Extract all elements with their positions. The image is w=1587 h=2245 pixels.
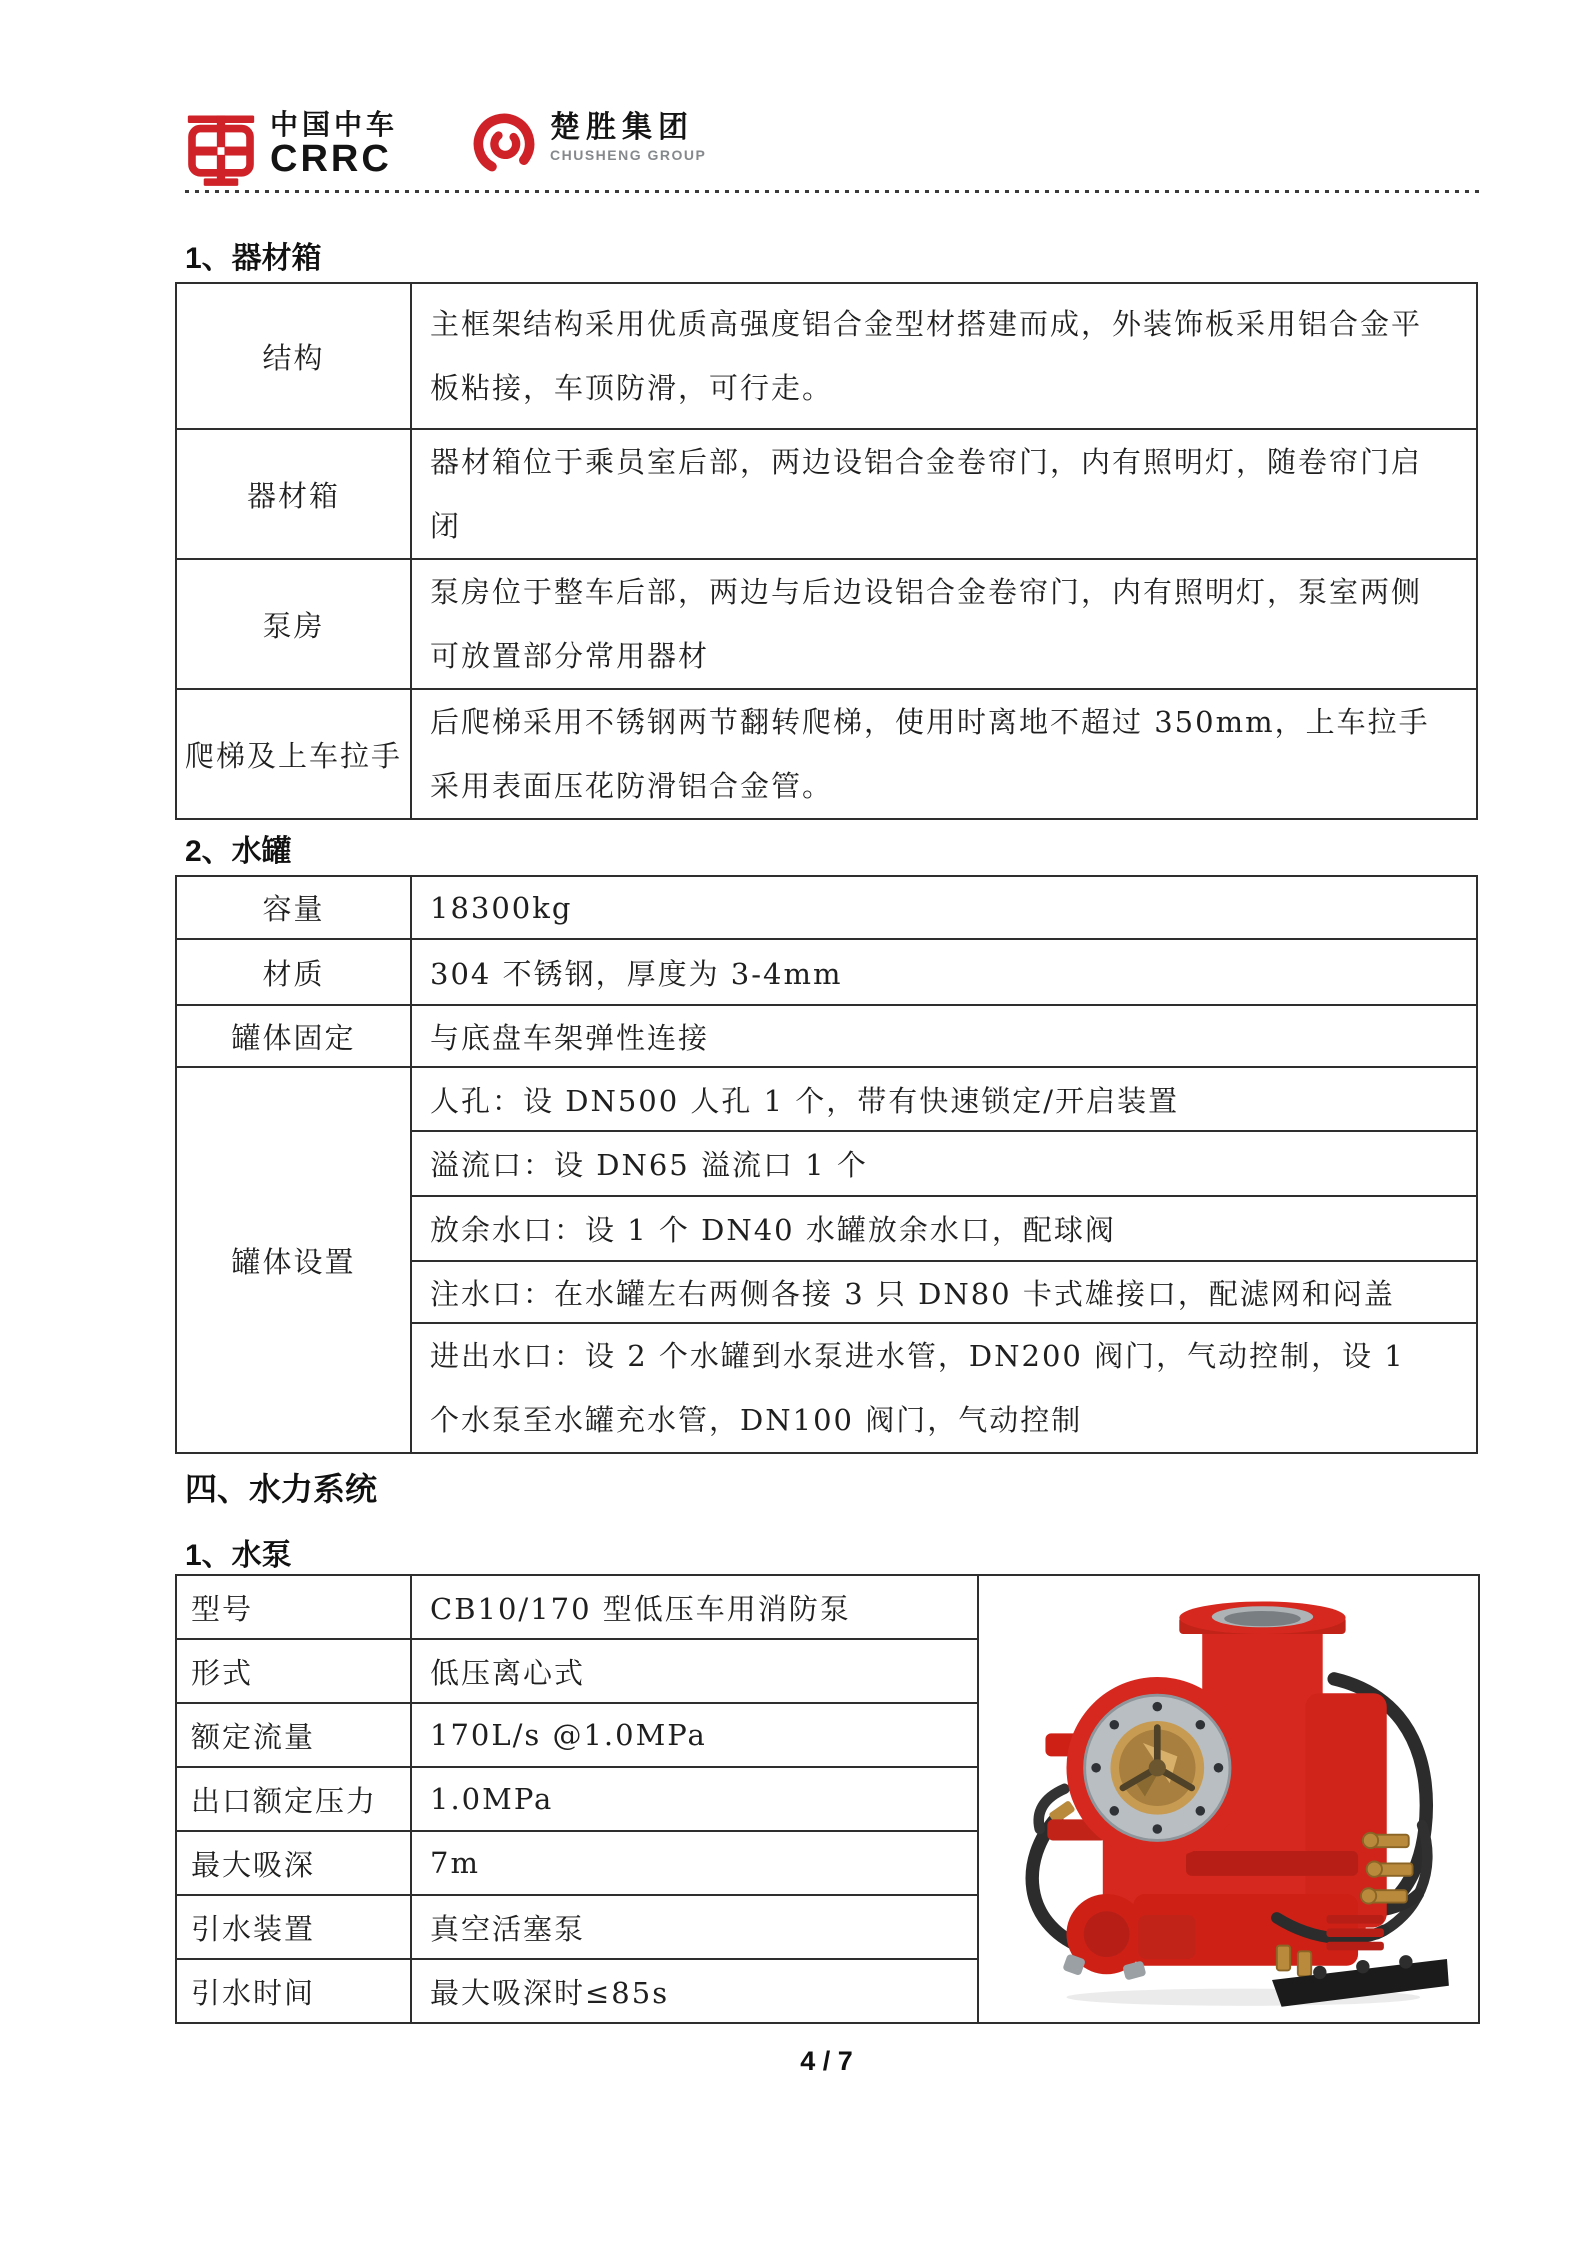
row-value: 7m xyxy=(411,1831,978,1895)
fire-pump-photo xyxy=(990,1578,1468,2014)
table-row xyxy=(176,1575,1479,1639)
row-value: 器材箱位于乘员室后部，两边设铝合金卷帘门，内有照明灯，随卷帘门启闭 xyxy=(411,429,1477,559)
table-row xyxy=(176,939,1477,1005)
row-value: CB10/170 型低压车用消防泵 xyxy=(411,1575,978,1639)
row-value: 1.0MPa xyxy=(411,1767,978,1831)
row-value: 后爬梯采用不锈钢两节翻转爬梯，使用时离地不超过 350mm，上车拉手采用表面压花防滑铝合金管。 xyxy=(411,689,1477,819)
table-row xyxy=(176,283,1477,429)
water-tank-table xyxy=(175,875,1478,1454)
row-label: 引水时间 xyxy=(176,1959,411,2023)
row-label: 引水装置 xyxy=(176,1895,411,1959)
chusheng-logo-icon xyxy=(472,112,536,176)
section-title-water-pump: 1、水泵 xyxy=(185,1539,292,1572)
row-value: 真空活塞泵 xyxy=(411,1895,978,1959)
row-label: 出口额定压力 xyxy=(176,1767,411,1831)
row-label: 容量 xyxy=(176,876,411,939)
pump-photo-cell xyxy=(978,1575,1479,2023)
row-label: 罐体固定 xyxy=(176,1005,411,1067)
crrc-name-en: CRRC xyxy=(270,138,392,180)
row-value: 注水口：在水罐左右两侧各接 3 只 DN80 卡式雄接口，配滤网和闷盖 xyxy=(411,1261,1477,1323)
header-divider xyxy=(185,190,1481,193)
row-value: 溢流口：设 DN65 溢流口 1 个 xyxy=(411,1131,1477,1196)
section-title-water-tank: 2、水罐 xyxy=(185,835,292,868)
row-label: 泵房 xyxy=(176,559,411,689)
merged-row-label: 罐体设置 xyxy=(176,1067,411,1453)
row-value: 人孔：设 DN500 人孔 1 个，带有快速锁定/开启装置 xyxy=(411,1067,1477,1131)
row-label: 形式 xyxy=(176,1639,411,1703)
table-row xyxy=(176,429,1477,559)
row-label: 爬梯及上车拉手 xyxy=(176,689,411,819)
chusheng-name-cn: 楚胜集团 xyxy=(550,111,695,144)
row-value: 泵房位于整车后部，两边与后边设铝合金卷帘门，内有照明灯，泵室两侧可放置部分常用器材 xyxy=(411,559,1477,689)
table-row xyxy=(176,1067,1477,1131)
table-row xyxy=(176,689,1477,819)
section-title-equipment-box: 1、器材箱 xyxy=(185,242,322,275)
row-value: 18300kg xyxy=(411,876,1477,939)
header-logos xyxy=(186,110,706,190)
chusheng-name-en: CHUSHENG GROUP xyxy=(550,147,707,163)
page-number: 4 / 7 xyxy=(800,2046,853,2076)
row-value: 170L/s @1.0MPa xyxy=(411,1703,978,1767)
section-title-hydraulic-system: 四、水力系统 xyxy=(185,1471,378,1507)
table-row xyxy=(176,1005,1477,1067)
row-label: 最大吸深 xyxy=(176,1831,411,1895)
row-value: 304 不锈钢，厚度为 3-4mm xyxy=(411,939,1477,1005)
row-value: 放余水口：设 1 个 DN40 水罐放余水口，配球阀 xyxy=(411,1196,1477,1261)
row-label: 额定流量 xyxy=(176,1703,411,1767)
equipment-box-table xyxy=(175,282,1478,820)
crrc-logo-text xyxy=(270,110,398,178)
row-value: 进出水口：设 2 个水罐到水泵进水管，DN200 阀门，气动控制，设 1 个水泵至水罐充水管，DN100 阀门，气动控制 xyxy=(411,1323,1477,1453)
row-label: 器材箱 xyxy=(176,429,411,559)
table-row xyxy=(176,876,1477,939)
row-value: 与底盘车架弹性连接 xyxy=(411,1005,1477,1067)
row-label: 材质 xyxy=(176,939,411,1005)
row-label: 结构 xyxy=(176,283,411,429)
table-row xyxy=(176,559,1477,689)
crrc-logo-icon xyxy=(186,112,256,188)
row-value: 低压离心式 xyxy=(411,1639,978,1703)
crrc-name-cn: 中国中车 xyxy=(270,109,399,140)
chusheng-logo-text xyxy=(550,110,706,164)
row-value: 最大吸深时≤85s xyxy=(411,1959,978,2023)
row-label: 型号 xyxy=(176,1575,411,1639)
row-value: 主框架结构采用优质高强度铝合金型材搭建而成，外装饰板采用铝合金平板粘接，车顶防滑，可行走。 xyxy=(411,283,1477,429)
water-pump-table xyxy=(175,1574,1480,2024)
